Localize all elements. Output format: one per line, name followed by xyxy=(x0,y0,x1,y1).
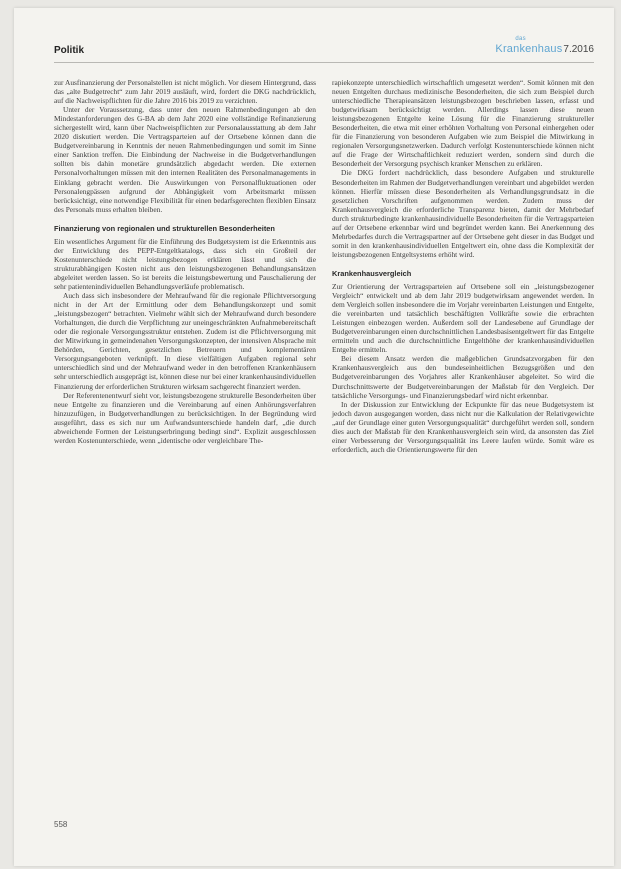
paragraph: Unter der Voraussetzung, dass unter den neuen Rahmenbedingungen ab den Mindestanforderungen des G-BA ab dem Jahr 2020 eine vollständige Refinanzierung sichergestellt wird, kann über Nachweispflichten zur Personalausstattung ab dem Jahr 2020 diskutiert werden. Die Vertragsparteien auf der Ortsebene können dann die Budgetvereinbarung in Kenntnis der neuen Rahmenbedingungen und somit im Sinne einer Sanktion treffen. Die Einbindung der Nachweise in die Budgetverhandlungen sollten bis dahin monetäre grundsätzlich abgedacht werden. Die externen Personalvorhaltungen müssen mit den internen Realitäten des Personalmanagements in Einklang gebracht werden. Die Auswirkungen von Personalfluktuationen oder Personalengpässen aufgrund der Abhängigkeit vom Arbeitsmarkt müssen berücksichtigt, eine notwendige Flexibilität für einen bedarfsgerechten flexiblen Einsatz des Personals muss erhalten bleiben. xyxy=(54,105,316,214)
paragraph: Bei diesem Ansatz werden die maßgeblichen Grundsatzvorgaben für den Krankenhausvergleich aus den bundeseinheitlichen Bezugsgrößen und den Budgetvereinbarungen des Vorjahres aller Krankenhäuser abgeleitet. So wird die Durchschnittswerte der Budgetvereinbarungen der Maßstab für den Vergleich. Der tatsächliche Versorgungs- und Finanzierungsbedarf wird nicht erkennbar. xyxy=(332,354,594,400)
masthead xyxy=(495,36,594,58)
subheading: Finanzierung von regionalen und strukturellen Besonderheiten xyxy=(54,223,275,233)
left-column xyxy=(54,78,316,445)
paragraph: Die DKG fordert nachdrücklich, dass besondere Aufgaben und strukturelle Besonderheiten im Rahmen der Budgetverhandlungen vereinbart und abgebildet werden können. Hierfür müssen diese Besonderheiten als Verhandlungsgrundsatz in die gesetzlichen Vorschriften aufgenommen werden. Zudem muss der Krankenhausvergleich die erforderliche Transparenz bieten, damit der Mehrbedarf durch strukturbedingte krankenhausindividuelle Besonderheiten für die Vertragsparteien auf der Ortsebene erkennbar wird und begründet werden kann. Bei Anerkennung des Mehrbedarfes durch die Vertragspartner auf der Ortsebene geht dieser in das Budget und somit in den krankenhausindividuellen Entgeltwert ein, ohne dass die Komplexität der leistungsbezogenen Entgeltsystems erhöht wird. xyxy=(332,168,594,259)
paragraph: Ein wesentliches Argument für die Einführung des Budgetsystem ist die Erkenntnis aus der Entwicklung des PEPP-Entgeltkatalogs, dass sich ein Großteil der Kostenunterschiede nicht leistungsbezogen erklären lässt und sich die strukturabhängigen Kosten nicht aus den leistungsbezogenen Behandlungsansätzen abgeleitet werden lassen. So ist bereits die leistungsbewertung und Pauschalierung der sehr patientenindividuellen Behandlungsverläufe problematisch. xyxy=(54,236,316,291)
subheading: Krankenhausvergleich xyxy=(332,268,412,278)
paragraph: In der Diskussion zur Entwicklung der Eckpunkte für das neue Budgetsystem ist jedoch davon ausgegangen worden, dass nicht nur die Kalkulation der Relativgewichte „auf der Grundlage einer guten Versorgungsqualität“ durchgeführt werden soll, sondern dies auch der Maßstab für den Krankenhausvergleich sein wird, da ansonsten das Ziel einer Verbesserung der Versorgungsqualität ins Leere laufen würde. Somit wäre es erforderlich, auch die Orientierungswerte für den xyxy=(332,399,594,454)
magazine-page xyxy=(14,8,614,866)
magazine-logo xyxy=(495,36,563,58)
paragraph: Zur Orientierung der Vertragsparteien auf Ortsebene soll ein „leistungsbezogener Vergleich“ entwickelt und ab dem Jahr 2019 budgetwirksam angewendet werden. In dem Vergleich sollen insbesondere die im Vorjahr vereinbarten Leistungen und Entgelte, die vereinbarten und tatsächlich beschäftigten Vollkräfte sowie die erbrachten Leistungen einbezogen werden. Außerdem soll der Landesebene auf Grundlage der Budgetvereinbarungen einen durchschnittlichen Landesbasisentgeltwert für das Entgelte ermitteln und auch die durchschnittliche Entgelthöhe der krankenhausindividuellen Entgelte ermitteln. xyxy=(332,281,594,355)
issue-number: 7.2016 xyxy=(563,44,594,55)
logo-main-text: Krankenhaus xyxy=(495,43,563,55)
section-label: Politik xyxy=(54,45,85,56)
paragraph: Auch dass sich insbesondere der Mehraufwand für die regionale Pflichtversorgung nicht in der Art der Ermittlung oder dem Behandlungskonzept und somit „leistungsbezogen“ betrachten. Vielmehr wählt sich der Mehraufwand durch besondere Vorhaltungen, die durch die Verpflichtung zur uneingeschränkten Aufnahmebereitschaft oder die regionale Versorgungsstruktur entstehen. Zudem ist die Pflichtversorgung mit der Mitwirkung in gemeindenahen Versorgungskonzepten, der intensiven Absprache mit Behörden, Gerichten, gesetzlichen Betreuern und komplementären Versorgungsangeboten verknüpft. In diese vielfältigen Aufgaben regional sehr unterschiedlich sind und der Mehraufwand weder in den betroffenen Krankenhäusern sehr unterschiedlich ausgeprägt ist, können diese nur bei einer krankenhausindividuellen Finanzierung der erforderlichen Strukturen wirksam sachgerecht finanziert werden. xyxy=(54,291,316,391)
paragraph: zur Ausfinanzierung der Personalstellen ist nicht möglich. Vor diesem Hintergrund, dass das „alte Budgetrecht“ zum Jahr 2019 ausläuft, wird, fordert die DKG nachdrücklich, auf die Nachweispflichten für die Jahre 2016 bis 2019 zu verzichten. xyxy=(54,78,316,106)
paragraph: rapiekonzepte unterschiedlich wirtschaftlich umgesetzt werden“. Somit können mit den neuen Entgelten durchaus medizinische Besonderheiten, die sich zum Beispiel durch unterschiedliche Therapieansätzen leistungsbezogen beschrieben lassen, erfasst und budgetwirksam berücksichtigt werden. Allerdings lassen diese neuen leistungsbezogenen Entgelte keine Lösung für die Finanzierung struktureller Besonderheiten, die etwa mit einer erhöhten Vorhaltung von Personal einhergehen oder für die Finanzierung von besonderen Aufgaben wie zum Beispiel die Mitwirkung in regionalen Versorgungsnetzwerken. Dadurch verfolgt Kostenunterschiede können nicht auf die Frage der Wirtschaftlichkeit reduziert werden, sondern sind durch die Besonderheit der Versorgung psychisch kranker Menschen zu erklären. xyxy=(332,78,594,169)
paragraph: Der Referentenentwurf sieht vor, leistungsbezogene strukturelle Besonderheiten über neue Entgelte zu finanzieren und die Vereinbarung auf einen Anhörungsverfahren hinzuzufügen, in Budgetverhandlungen zu berücksichtigen. In der Begründung wird ausgeführt, dass es sich nur um Aufwandsunterschiede handeln darf, „die durch abweichende Formen der Leistungserbringung bedingt sind“. Explizit ausgeschlossen werden Kostenunterschiede, wenn „identische oder vergleichbare The- xyxy=(54,390,316,445)
right-column xyxy=(332,78,594,454)
logo-small-text: das xyxy=(515,36,526,42)
page-header xyxy=(54,36,594,63)
page-number: 558 xyxy=(54,820,68,829)
